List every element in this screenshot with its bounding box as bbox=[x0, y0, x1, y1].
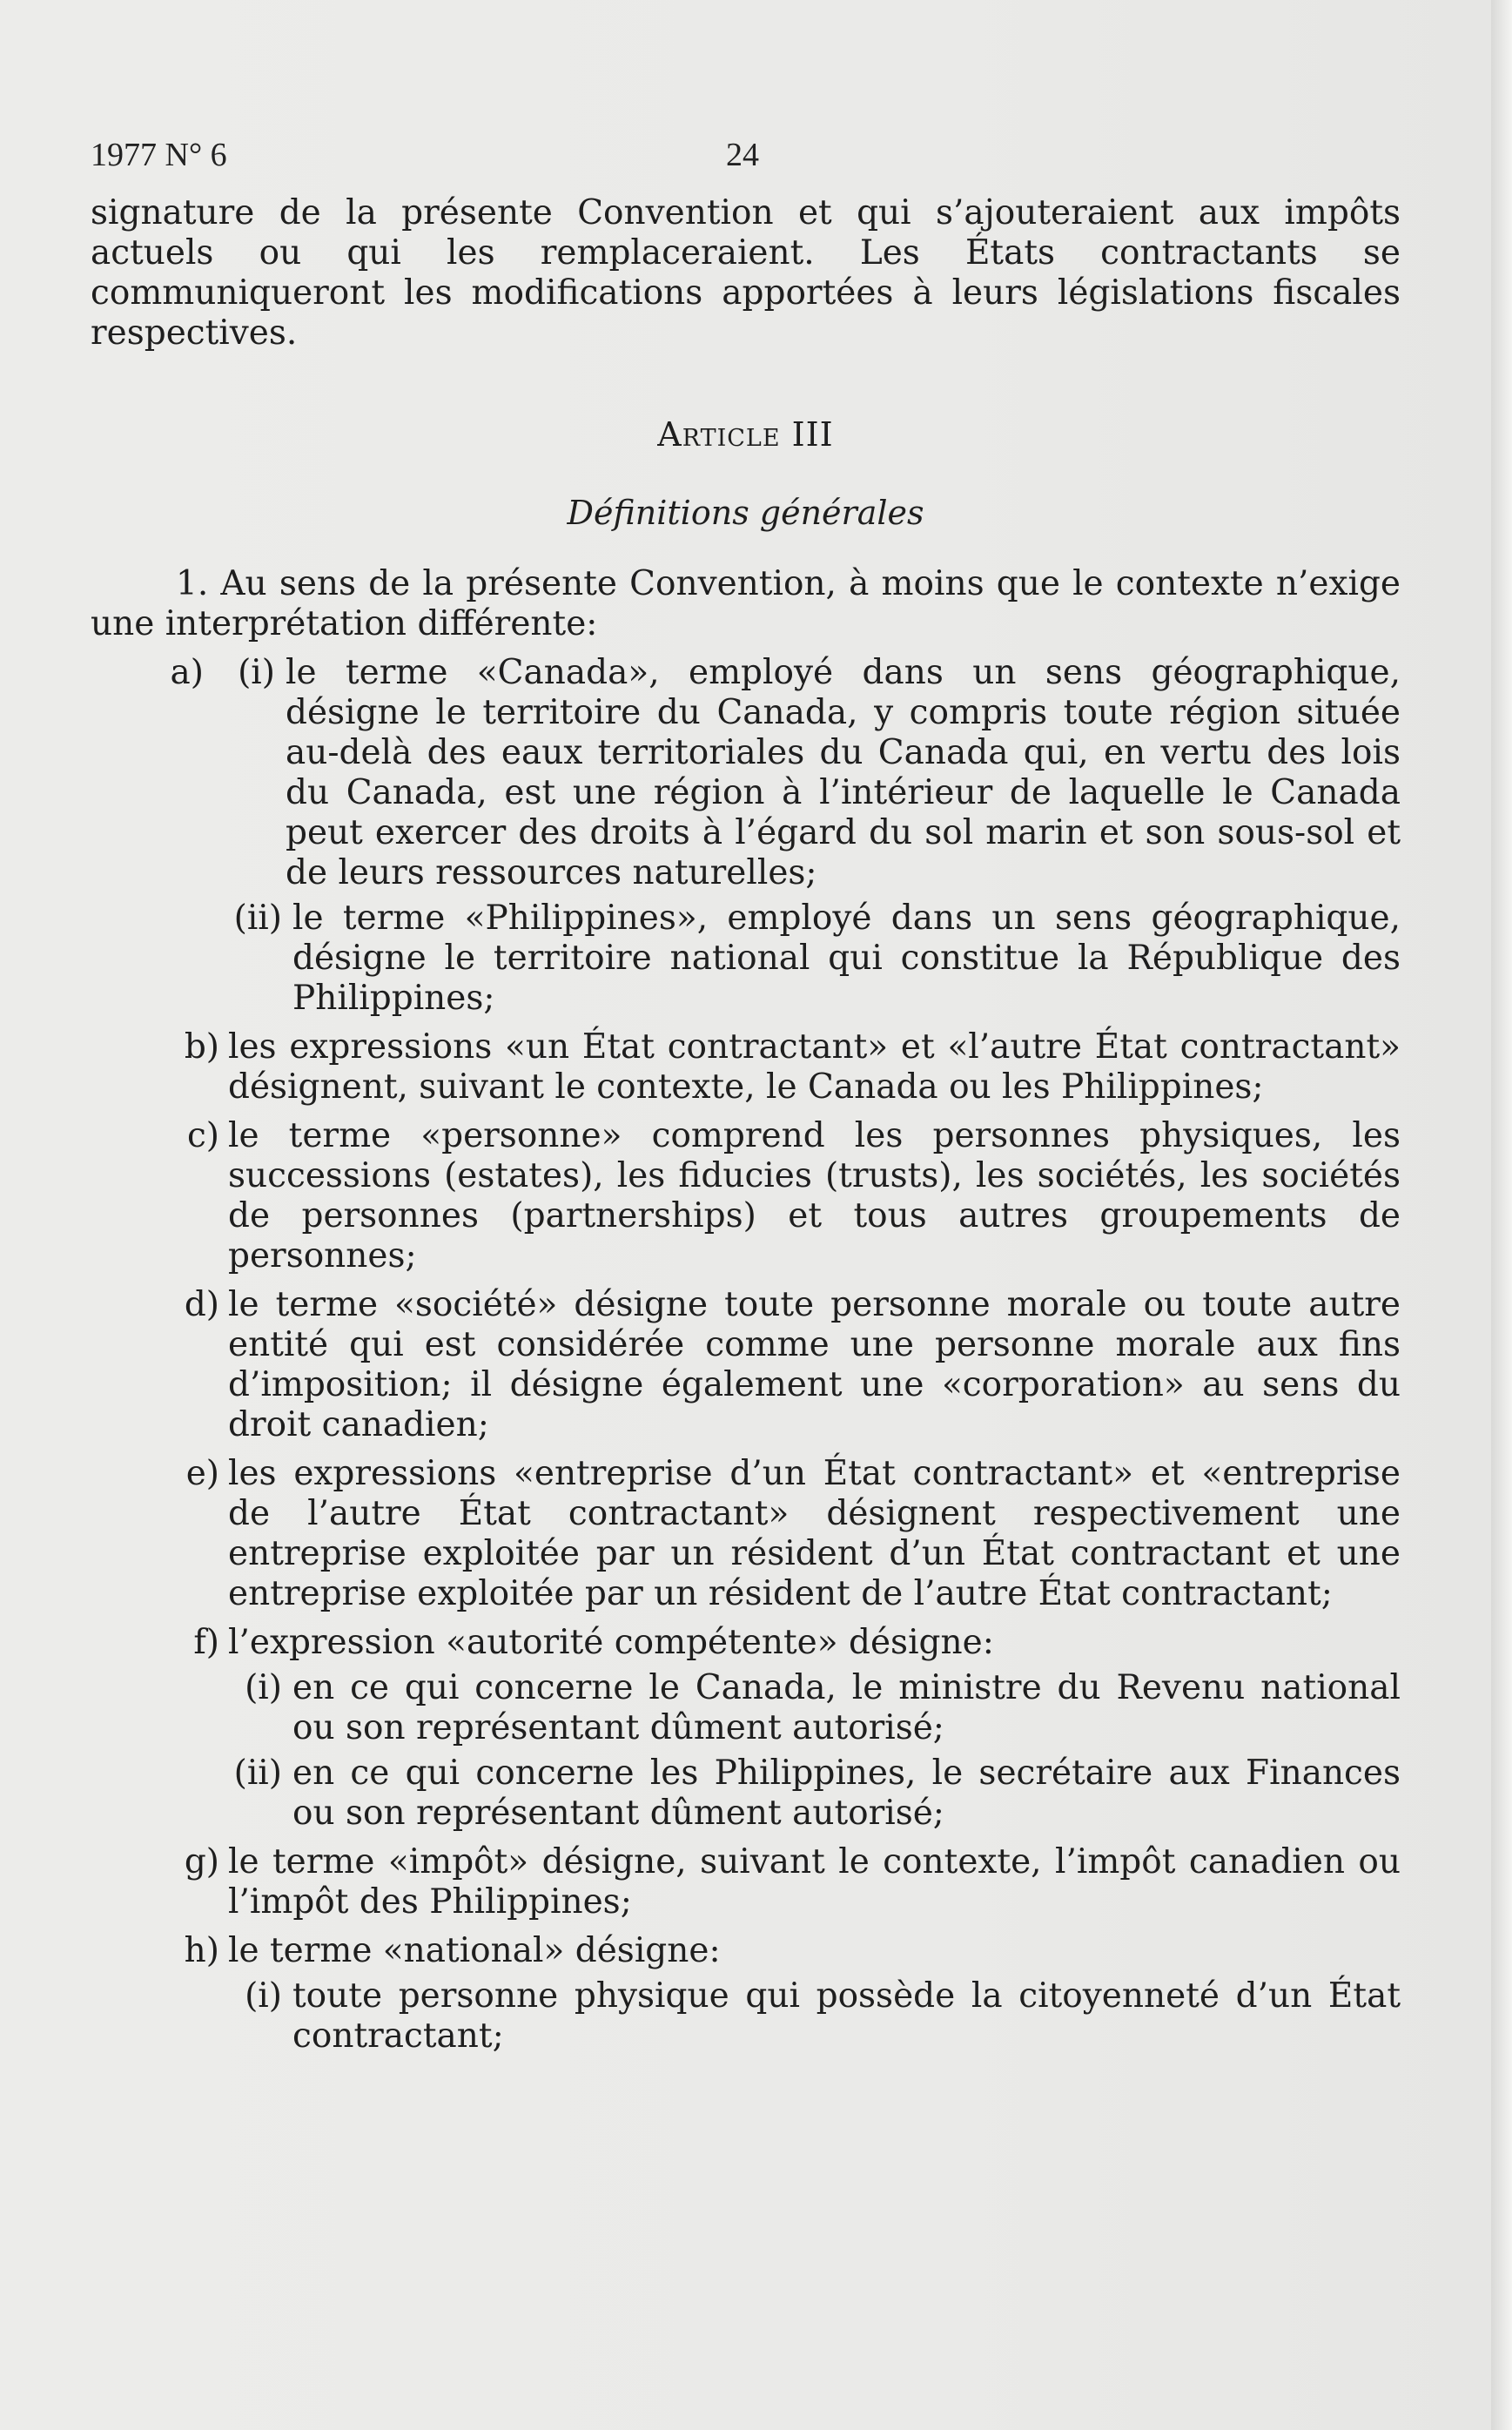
sub-item-label: (i) bbox=[245, 1976, 282, 2016]
year-number: 1977 N° 6 bbox=[91, 137, 227, 173]
definition-f-ii bbox=[91, 1754, 1401, 1834]
item-text: les expressions «un État contractant» et «l’autre État contractant» désignent, suivant le contexte, le Canada ou les Philippines; bbox=[228, 1027, 1401, 1107]
definition-e bbox=[91, 1454, 1401, 1614]
item-label: b) bbox=[184, 1027, 219, 1067]
item-text: le terme «impôt» désigne, suivant le contexte, l’impôt canadien ou l’impôt des Philippines; bbox=[228, 1842, 1401, 1922]
item-text: en ce qui concerne le Canada, le ministre du Revenu national ou son représentant dûment autorisé; bbox=[292, 1668, 1401, 1747]
sub-item-label: (i) bbox=[245, 1668, 282, 1707]
item-text: l’expression «autorité compétente» désigne: bbox=[228, 1623, 994, 1662]
sub-item-label: (i) bbox=[238, 653, 275, 692]
definition-c bbox=[91, 1116, 1401, 1276]
intro-paragraph: signature de la présente Convention et qui s’ajouteraient aux impôts actuels ou qui les remplaceraient. Les États contractants se communiqueront les modifications apportées à leurs législations fiscales respectives. bbox=[91, 193, 1401, 353]
article-heading: Article III bbox=[657, 415, 834, 454]
item-text: toute personne physique qui possède la citoyenneté d’un État contractant; bbox=[292, 1976, 1401, 2056]
definition-f-i bbox=[91, 1668, 1401, 1748]
item-label: e) bbox=[185, 1454, 219, 1493]
sub-item-label: (ii) bbox=[233, 899, 282, 938]
definition-a-i bbox=[91, 653, 1401, 893]
document-body bbox=[91, 193, 1401, 2056]
item-text: en ce qui concerne les Philippines, le secrétaire aux Finances ou son représentant dûment autorisé; bbox=[292, 1754, 1401, 1833]
item-text: le terme «personne» comprend les personnes physiques, les successions (estates), les fiducies (trusts), les sociétés, les sociétés de personnes (partnerships) et tous autres groupements de personnes; bbox=[228, 1116, 1401, 1276]
item-label: f) bbox=[193, 1623, 219, 1662]
definition-b bbox=[91, 1027, 1401, 1107]
definition-d bbox=[91, 1285, 1401, 1445]
item-label: a) bbox=[170, 653, 204, 692]
definition-f bbox=[91, 1623, 1401, 1663]
item-label: d) bbox=[184, 1285, 219, 1324]
item-text: le terme «société» désigne toute personne morale ou toute autre entité qui est considérée comme une personne morale aux fins d’imposition; il désigne également une «corporation» au sens du droit canadien; bbox=[228, 1285, 1401, 1444]
page-edge-shadow bbox=[1491, 0, 1512, 2430]
article-subheading: Définitions générales bbox=[567, 494, 924, 532]
item-label: h) bbox=[184, 1931, 219, 1970]
item-text: le terme «Philippines», employé dans un sens géographique, désigne le territoire national qui constitue la République des Philippines; bbox=[292, 899, 1401, 1018]
definition-g bbox=[91, 1842, 1401, 1922]
sub-item-label: (ii) bbox=[233, 1754, 282, 1793]
item-text: le terme «Canada», employé dans un sens géographique, désigne le territoire du Canada, y compris toute région située au-delà des eaux territoriales du Canada qui, en vertu des lois du Canada, est une région à l’intérieur de laquelle le Canada peut exercer des droits à l’égard du sol marin et son sous-sol et de leurs ressources naturelles; bbox=[286, 653, 1401, 892]
definition-h bbox=[91, 1931, 1401, 1971]
item-text: le terme «national» désigne: bbox=[228, 1931, 721, 1970]
item-label: g) bbox=[184, 1842, 219, 1881]
item-text: les expressions «entreprise d’un État contractant» et «entreprise de l’autre État contractant» désignent respectivement une entreprise exploitée par un résident d’un État contractant et une entreprise exploitée par un résident de l’autre État contractant; bbox=[228, 1454, 1401, 1613]
item-label: c) bbox=[186, 1116, 219, 1155]
definition-a-ii bbox=[91, 899, 1401, 1019]
paragraph-1: 1. Au sens de la présente Convention, à moins que le contexte n’exige une interprétation différente: bbox=[91, 564, 1401, 643]
page-number: 24 bbox=[726, 137, 759, 173]
definition-h-i bbox=[91, 1976, 1401, 2056]
